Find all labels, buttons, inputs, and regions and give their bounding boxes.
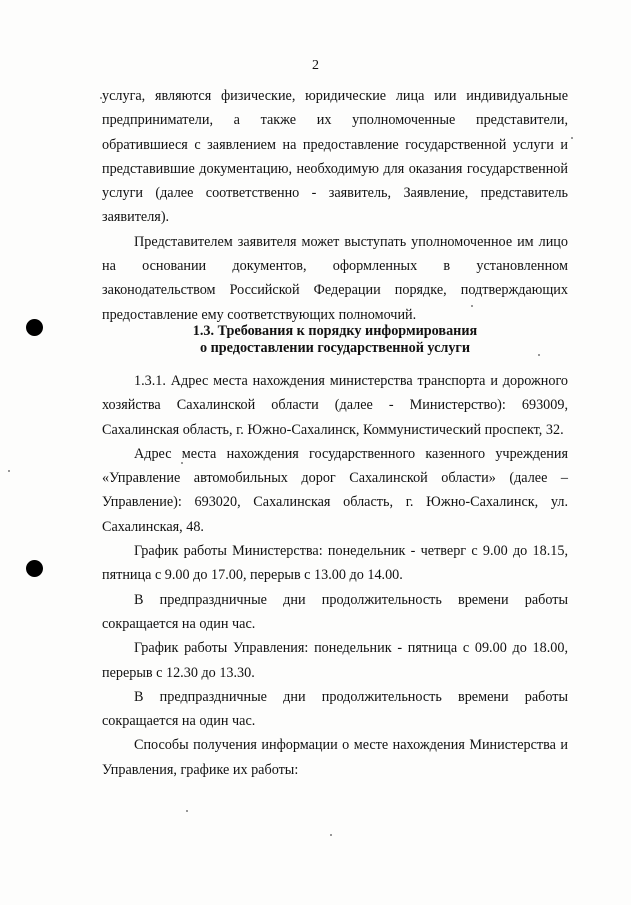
- paragraph-applicants: услуга, являются физические, юридические лица или индивидуальные предприниматели, а также их уполномоченные представители, обратившиеся с заявлением на предоставление государственной услуги и представившие документацию, необходимую для оказания государственной услуги (далее соответственно - заявитель, Заявление, представитель заявителя).: [102, 88, 568, 226]
- section-text-block: [102, 369, 568, 782]
- paragraph-info-methods: Способы получения информации о месте нахождения Министерства и Управления, графике их работы:: [102, 737, 568, 778]
- paragraph-directorate-address: Адрес места нахождения государственного казенного учреждения «Управление автомобильных дорог Сахалинской области» (далее – Управление): 693020, Сахалинская область, г. Южно-Сахалинск, ул. Сахалинская, 48.: [102, 445, 568, 535]
- punch-hole-bottom: [26, 560, 43, 577]
- paragraph-directorate-schedule: График работы Управления: понедельник - пятница с 09.00 до 18.00, перерыв с 12.30 до 13.30.: [102, 640, 568, 681]
- paragraph-ministry-schedule: График работы Министерства: понедельник - четверг с 9.00 до 18.15, пятница с 9.00 до 17.00, перерыв с 13.00 до 14.00.: [102, 543, 568, 584]
- section-heading-line2: о предоставлении государственной услуги: [199, 340, 471, 356]
- page-number: 2: [312, 58, 319, 73]
- paragraph-directorate-holiday: В предпраздничные дни продолжительность времени работы сокращается на один час.: [102, 688, 568, 730]
- intro-text-block: [102, 84, 568, 327]
- punch-hole-top: [26, 319, 43, 336]
- scan-speck: [330, 834, 332, 836]
- section-heading: [102, 323, 568, 357]
- paragraph-representative: Представителем заявителя может выступать уполномоченное им лицо на основании документов, оформленных в установленном законодательством Российской Федерации порядке, подтверждающих предоставление ему соответствующих полномочий.: [102, 233, 568, 323]
- paragraph-ministry-address: 1.3.1. Адрес места нахождения министерства транспорта и дорожного хозяйства Сахалинской области (далее - Министерство): 693009, Сахалинская область, г. Южно-Сахалинск, Коммунистический проспект, 32.: [102, 373, 568, 438]
- scan-speck: [186, 810, 188, 812]
- paragraph-ministry-holiday: В предпраздничные дни продолжительность времени работы сокращается на один час.: [102, 591, 568, 632]
- scan-speck: [8, 470, 10, 472]
- scan-speck: [571, 137, 573, 139]
- section-heading-line1: 1.3. Требования к порядку информирования: [192, 323, 478, 339]
